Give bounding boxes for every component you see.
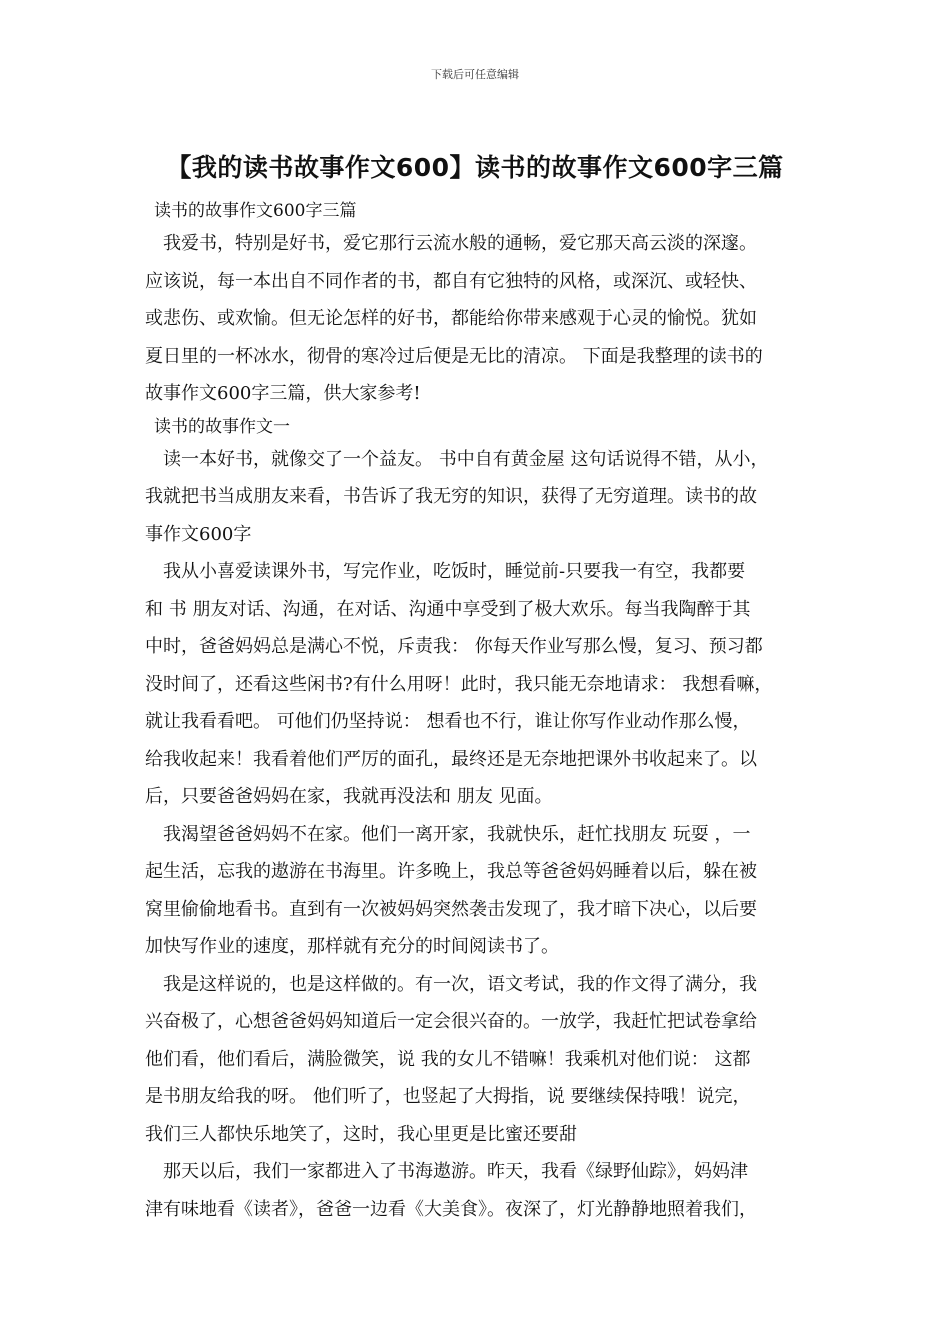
page-title: 【我的读书故事作文600】读书的故事作文600字三篇 [166, 153, 784, 182]
text-line: 应该说，每一本出自不同作者的书，都自有它独特的风格，或深沉、或轻快、 [145, 270, 757, 292]
section-heading: 读书的故事作文一 [154, 416, 290, 437]
text-line: 中时，爸爸妈妈总是满心不悦，斥责我： 你每天作业写那么慢，复习、预习都 [145, 636, 763, 657]
text-line: 起生活，忘我的遨游在书海里。许多晚上，我总等爸爸妈妈睡着以后，躲在被 [145, 861, 757, 882]
text-line: 那天以后，我们一家都进入了书海遨游。昨天，我看《绿野仙踪》，妈妈津 [145, 1161, 748, 1182]
text-line: 就让我看看吧。 可他们仍坚持说： 想看也不行，谁让你写作业动作那么慢， [145, 711, 751, 732]
text-line: 读一本好书，就像交了一个益友。 书中自有黄金屋 这句话说得不错，从小， [145, 448, 769, 470]
paragraph-4 [145, 966, 825, 1154]
text-line: 我爱书，特别是好书，爱它那行云流水般的通畅，爱它那天高云淡的深邃。 [145, 233, 757, 254]
text-line: 给我收起来！我看着他们严厉的面孔，最终还是无奈地把课外书收起来了。以 [145, 748, 757, 770]
paragraph-1 [145, 441, 825, 554]
paragraph-2 [145, 553, 825, 816]
text-line: 他们看，他们看后，满脸微笑，说 我的女儿不错嘛！我乘机对他们说： 这都 [145, 1048, 751, 1070]
text-line: 夏日里的一杯冰水，彻骨的寒冷过后便是无比的清凉。 下面是我整理的读书的 [145, 345, 763, 367]
text-line: 我是这样说的，也是这样做的。有一次，语文考试，我的作文得了满分，我 [145, 973, 757, 995]
text-line: 我就把书当成朋友来看，书告诉了我无穷的知识，获得了无穷道理。读书的故 [145, 486, 757, 507]
text-line: 或悲伤、或欢愉。但无论怎样的好书，都能给你带来感观于心灵的愉悦。犹如 [145, 308, 757, 329]
paragraph-5 [145, 1153, 825, 1228]
document-body [145, 197, 825, 1228]
text-line: 我渴望爸爸妈妈不在家。他们一离开家，我就快乐，赶忙找朋友 玩耍 ，一 [145, 823, 751, 845]
text-line: 兴奋极了，心想爸爸妈妈知道后一定会很兴奋的。一放学，我赶忙把试卷拿给 [145, 1011, 757, 1032]
paragraph-3 [145, 816, 825, 966]
text-line: 我从小喜爱读课外书，写完作业，吃饭时，睡觉前-只要我一有空，我都要 [145, 561, 746, 582]
text-line: 窝里偷偷地看书。直到有一次被妈妈突然袭击发现了，我才暗下决心，以后要 [145, 898, 757, 920]
text-line: 没时间了，还看这些闲书?有什么用呀！此时，我只能无奈地请求： 我想看嘛， [145, 673, 773, 695]
text-line: 和 书 朋友对话、沟通，在对话、沟通中享受到了极大欢乐。每当我陶醉于其 [145, 598, 751, 620]
intro-paragraph [145, 225, 825, 413]
subtitle: 读书的故事作文600字三篇 [154, 201, 357, 221]
text-line: 后，只要爸爸妈妈在家，我就再没法和 朋友 见面。 [145, 786, 553, 807]
text-line: 事作文600字 [145, 523, 252, 545]
header-note: 下载后可任意编辑 [431, 68, 519, 81]
text-line: 加快写作业的速度，那样就有充分的时间阅读书了。 [145, 936, 559, 957]
text-line: 是书朋友给我的呀。 他们听了，也竖起了大拇指，说 要继续保持哦！说完， [145, 1086, 751, 1107]
text-line: 故事作文600字三篇，供大家参考! [145, 383, 421, 404]
text-line: 我们三人都快乐地笑了，这时，我心里更是比蜜还要甜 [145, 1123, 577, 1145]
text-line: 津有味地看《读者》，爸爸一边看《大美食》。夜深了，灯光静静地照着我们， [145, 1198, 757, 1220]
